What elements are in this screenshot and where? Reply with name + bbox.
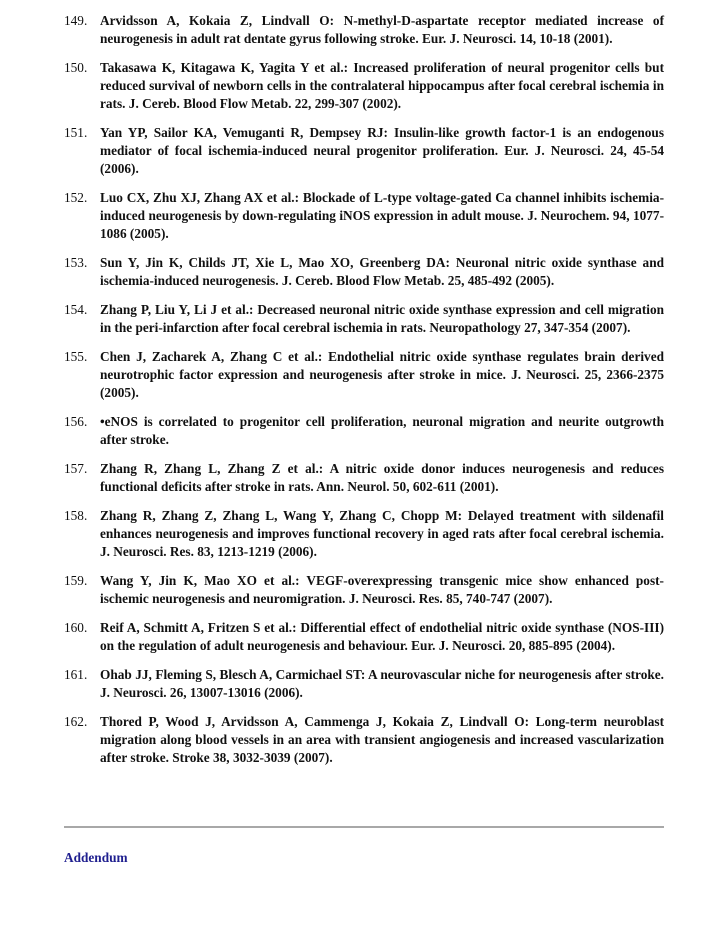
reference-number: 162. [64,714,88,729]
reference-item [64,507,664,561]
reference-number: 157. [64,461,88,476]
reference-number: 150. [64,60,88,75]
reference-item [64,572,664,608]
reference-text: Sun Y, Jin K, Childs JT, Xie L, Mao XO, Greenberg DA: Neuronal nitric oxide synthase and ischemia-induced neurogenesis. J. Cereb. Blood Flow Metab. 25, 485-492 (2005). [100,255,664,288]
reference-text: Chen J, Zacharek A, Zhang C et al.: Endothelial nitric oxide synthase regulates brain derived neurotrophic factor expression and neurogenesis after stroke in mice. J. Neurosci. 25, 2366-2375 (2005). [100,349,664,400]
reference-item [64,59,664,113]
reference-number: 154. [64,302,88,317]
reference-item [64,713,664,767]
reference-list [64,12,664,778]
reference-text: Yan YP, Sailor KA, Vemuganti R, Dempsey RJ: Insulin-like growth factor-1 is an endogenous mediator of focal ischemia-induced neural progenitor proliferation. Eur. J. Neurosci. 24, 45-54 (2006). [100,125,664,176]
reference-text: Ohab JJ, Fleming S, Blesch A, Carmichael ST: A neurovascular niche for neurogenesis after stroke. J. Neurosci. 26, 13007-13016 (2006). [100,667,664,700]
reference-text: Zhang R, Zhang L, Zhang Z et al.: A nitric oxide donor induces neurogenesis and reduces functional deficits after stroke in rats. Ann. Neurol. 50, 602-611 (2001). [100,461,664,494]
reference-item [64,124,664,178]
reference-item [64,348,664,402]
reference-item [64,254,664,290]
reference-number: 161. [64,667,88,682]
reference-item [64,413,664,449]
reference-item [64,460,664,496]
reference-number: 159. [64,573,88,588]
reference-item [64,619,664,655]
reference-number: 155. [64,349,88,364]
reference-text: Wang Y, Jin K, Mao XO et al.: VEGF-overexpressing transgenic mice show enhanced post-ischemic neurogenesis and neuromigration. J. Neurosci. Res. 85, 740-747 (2007). [100,573,664,606]
reference-text: Luo CX, Zhu XJ, Zhang AX et al.: Blockade of L-type voltage-gated Ca channel inhibits ischemia-induced neurogenesis by down-regulating iNOS expression in adult mouse. J. Neurochem. 94, 1077-1086 (2005). [100,190,664,241]
reference-text: Arvidsson A, Kokaia Z, Lindvall O: N-methyl-D-aspartate receptor mediated increase of neurogenesis in adult rat dentate gyrus following stroke. Eur. J. Neurosci. 14, 10-18 (2001). [100,13,664,46]
addendum-heading: Addendum [64,850,128,865]
reference-number: 160. [64,620,88,635]
reference-number: 149. [64,13,88,28]
reference-number: 153. [64,255,88,270]
reference-number: 152. [64,190,88,205]
reference-text: Zhang P, Liu Y, Li J et al.: Decreased neuronal nitric oxide synthase expression and cell migration in the peri-infarction after focal cerebral ischemia in rats. Neuropathology 27, 347-354 (2007). [100,302,664,335]
reference-number: 156. [64,414,88,429]
reference-text: Reif A, Schmitt A, Fritzen S et al.: Differential effect of endothelial nitric oxide synthase (NOS-III) on the regulation of adult neurogenesis and behaviour. Eur. J. Neurosci. 20, 885-895 (2004). [100,620,664,653]
reference-item [64,189,664,243]
reference-number: 151. [64,125,88,140]
reference-text: Zhang R, Zhang Z, Zhang L, Wang Y, Zhang C, Chopp M: Delayed treatment with sildenafil enhances neurogenesis and improves functional recovery in aged rats after focal cerebral ischemia. J. Neurosci. Res. 83, 1213-1219 (2006). [100,508,664,559]
reference-item [64,301,664,337]
reference-text: Takasawa K, Kitagawa K, Yagita Y et al.: Increased proliferation of neural progenitor cells but reduced survival of newborn cells in the contralateral hippocampus after focal cerebral ischemia in rats. J. Cereb. Blood Flow Metab. 22, 299-307 (2002). [100,60,664,111]
section-divider [64,826,664,828]
reference-item [64,12,664,48]
reference-number: 158. [64,508,88,523]
reference-text: Thored P, Wood J, Arvidsson A, Cammenga J, Kokaia Z, Lindvall O: Long-term neuroblast migration along blood vessels in an area with transient angiogenesis and increased vascularization after stroke. Stroke 38, 3032-3039 (2007). [100,714,664,765]
reference-item [64,666,664,702]
reference-text: •eNOS is correlated to progenitor cell proliferation, neuronal migration and neurite outgrowth after stroke. [100,414,664,447]
